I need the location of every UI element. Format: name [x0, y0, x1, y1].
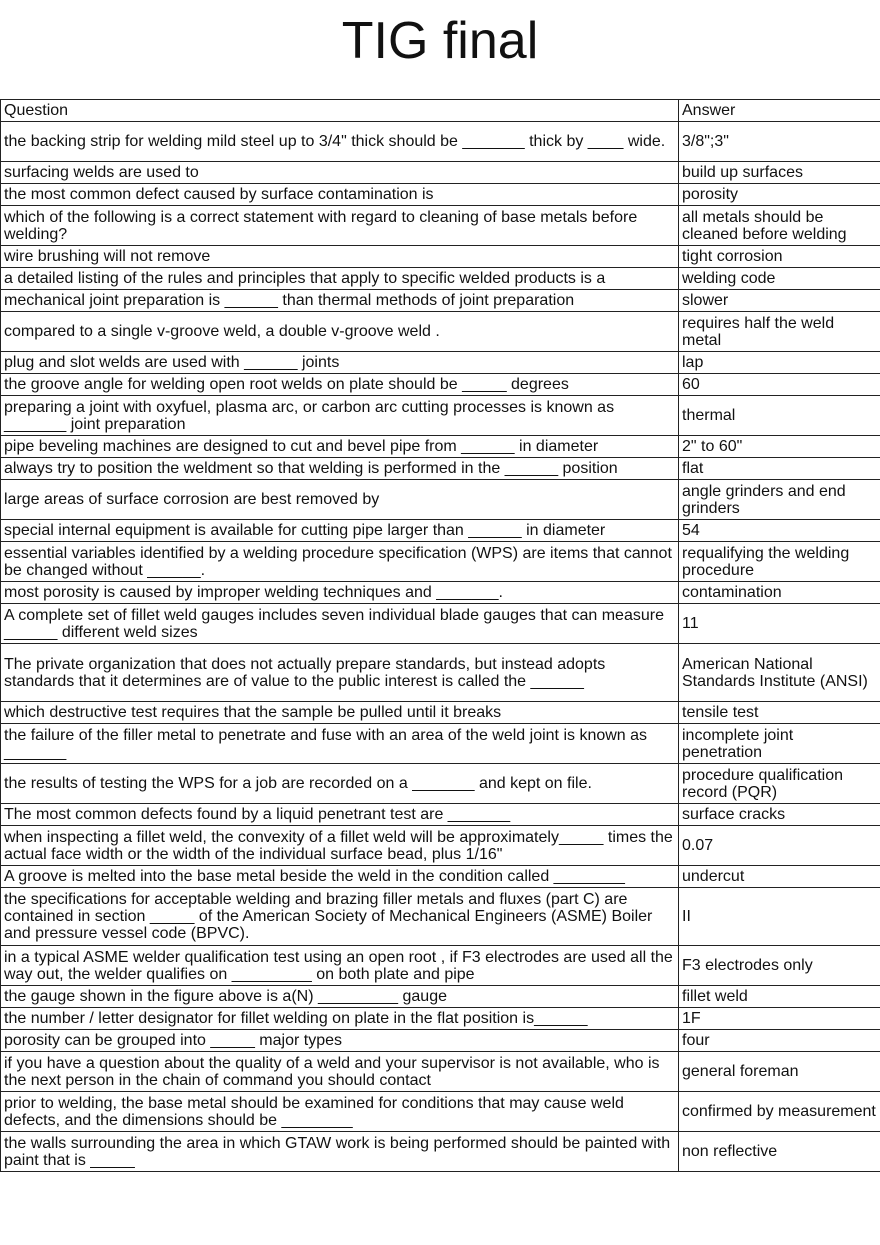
page-title: TIG final [341, 12, 539, 70]
table-row [1, 480, 880, 520]
question-cell: if you have a question about the quality of a weld and your supervisor is not available, who is the next person in the chain of command you should contact [1, 1052, 679, 1092]
table-row [1, 644, 880, 702]
table-row [1, 1008, 880, 1030]
table-row [1, 1030, 880, 1052]
question-cell: which of the following is a correct statement with regard to cleaning of base metals before welding? [1, 206, 679, 246]
answer-cell: four [679, 1030, 880, 1052]
table-row [1, 946, 880, 986]
table-row [1, 888, 880, 946]
question-cell: A groove is melted into the base metal beside the weld in the condition called ________ [1, 866, 679, 888]
question-cell: always try to position the weldment so that welding is performed in the ______ position [1, 458, 679, 480]
question-cell: the backing strip for welding mild steel up to 3/4" thick should be _______ thick by ____ wide. [1, 122, 679, 162]
answer-cell: welding code [679, 268, 880, 290]
answer-cell: general foreman [679, 1052, 880, 1092]
table-row [1, 582, 880, 604]
answer-cell: 11 [679, 604, 880, 644]
table-row [1, 866, 880, 888]
answer-cell: undercut [679, 866, 880, 888]
question-cell: the results of testing the WPS for a job are recorded on a _______ and kept on file. [1, 764, 679, 804]
table-row [1, 206, 880, 246]
answer-header: Answer [679, 100, 880, 122]
question-cell: large areas of surface corrosion are best removed by [1, 480, 679, 520]
answer-cell: tight corrosion [679, 246, 880, 268]
answer-cell: flat [679, 458, 880, 480]
answer-cell: requires half the weld metal [679, 312, 880, 352]
question-cell: most porosity is caused by improper welding techniques and _______. [1, 582, 679, 604]
answer-cell: procedure qualification record (PQR) [679, 764, 880, 804]
table-row [1, 1052, 880, 1092]
answer-cell: requalifying the welding procedure [679, 542, 880, 582]
question-cell: pipe beveling machines are designed to cut and bevel pipe from ______ in diameter [1, 436, 679, 458]
answer-cell: American National Standards Institute (ANSI) [679, 644, 880, 702]
answer-cell: lap [679, 352, 880, 374]
answer-cell: 0.07 [679, 826, 880, 866]
answer-cell: 1F [679, 1008, 880, 1030]
answer-cell: surface cracks [679, 804, 880, 826]
table-row [1, 246, 880, 268]
question-cell: the walls surrounding the area in which GTAW work is being performed should be painted with paint that is _____ [1, 1132, 679, 1172]
table-row [1, 1132, 880, 1172]
table-row [1, 312, 880, 352]
table-row [1, 520, 880, 542]
question-cell: mechanical joint preparation is ______ than thermal methods of joint preparation [1, 290, 679, 312]
qa-table [0, 99, 880, 1172]
answer-cell: II [679, 888, 880, 946]
table-row [1, 290, 880, 312]
table-row [1, 604, 880, 644]
question-cell: the failure of the filler metal to penetrate and fuse with an area of the weld joint is known as _______ [1, 724, 679, 764]
answer-cell: contamination [679, 582, 880, 604]
question-header: Question [1, 100, 679, 122]
table-row [1, 542, 880, 582]
question-cell: surfacing welds are used to [1, 162, 679, 184]
question-cell: a detailed listing of the rules and principles that apply to specific welded products is a [1, 268, 679, 290]
question-cell: The most common defects found by a liquid penetrant test are _______ [1, 804, 679, 826]
table-header-row [1, 100, 880, 122]
question-cell: the most common defect caused by surface contamination is [1, 184, 679, 206]
table-row [1, 374, 880, 396]
table-row [1, 458, 880, 480]
answer-cell: non reflective [679, 1132, 880, 1172]
answer-cell: 60 [679, 374, 880, 396]
answer-cell: incomplete joint penetration [679, 724, 880, 764]
question-cell: when inspecting a fillet weld, the convexity of a fillet weld will be approximately_____ times the actual face width or the width of the individual surface bead, plus 1/16" [1, 826, 679, 866]
answer-cell: thermal [679, 396, 880, 436]
question-cell: the number / letter designator for fillet welding on plate in the flat position is______ [1, 1008, 679, 1030]
table-row [1, 764, 880, 804]
answer-cell: 3/8";3" [679, 122, 880, 162]
question-cell: essential variables identified by a welding procedure specification (WPS) are items that cannot be changed without ______. [1, 542, 679, 582]
answer-cell: fillet weld [679, 986, 880, 1008]
question-cell: prior to welding, the base metal should be examined for conditions that may cause weld defects, and the dimensions should be ________ [1, 1092, 679, 1132]
table-row [1, 396, 880, 436]
answer-cell: F3 electrodes only [679, 946, 880, 986]
table-row [1, 352, 880, 374]
table-row [1, 122, 880, 162]
table-row [1, 724, 880, 764]
question-cell: preparing a joint with oxyfuel, plasma arc, or carbon arc cutting processes is known as _______ joint preparation [1, 396, 679, 436]
table-row [1, 268, 880, 290]
table-row [1, 804, 880, 826]
table-row [1, 184, 880, 206]
question-cell: special internal equipment is available for cutting pipe larger than ______ in diameter [1, 520, 679, 542]
answer-cell: tensile test [679, 702, 880, 724]
question-cell: the gauge shown in the figure above is a(N) _________ gauge [1, 986, 679, 1008]
question-cell: compared to a single v-groove weld, a double v-groove weld . [1, 312, 679, 352]
answer-cell: build up surfaces [679, 162, 880, 184]
question-cell: porosity can be grouped into _____ major types [1, 1030, 679, 1052]
answer-cell: 54 [679, 520, 880, 542]
table-row [1, 986, 880, 1008]
question-cell: plug and slot welds are used with ______ joints [1, 352, 679, 374]
question-cell: the specifications for acceptable welding and brazing filler metals and fluxes (part C) are contained in section _____ of the American Society of Mechanical Engineers (ASME) Boiler and pressure vessel code (BPVC). [1, 888, 679, 946]
question-cell: A complete set of fillet weld gauges includes seven individual blade gauges that can measure ______ different weld sizes [1, 604, 679, 644]
table-row [1, 826, 880, 866]
table-row [1, 1092, 880, 1132]
answer-cell: all metals should be cleaned before welding [679, 206, 880, 246]
table-row [1, 162, 880, 184]
table-row [1, 436, 880, 458]
question-cell: The private organization that does not actually prepare standards, but instead adopts standards that it determines are of value to the public interest is called the ______ [1, 644, 679, 702]
question-cell: which destructive test requires that the sample be pulled until it breaks [1, 702, 679, 724]
answer-cell: angle grinders and end grinders [679, 480, 880, 520]
question-cell: the groove angle for welding open root welds on plate should be _____ degrees [1, 374, 679, 396]
answer-cell: 2" to 60" [679, 436, 880, 458]
answer-cell: porosity [679, 184, 880, 206]
answer-cell: slower [679, 290, 880, 312]
table-row [1, 702, 880, 724]
answer-cell: confirmed by measurement [679, 1092, 880, 1132]
question-cell: in a typical ASME welder qualification test using an open root , if F3 electrodes are used all the way out, the welder qualifies on _________ on both plate and pipe [1, 946, 679, 986]
question-cell: wire brushing will not remove [1, 246, 679, 268]
